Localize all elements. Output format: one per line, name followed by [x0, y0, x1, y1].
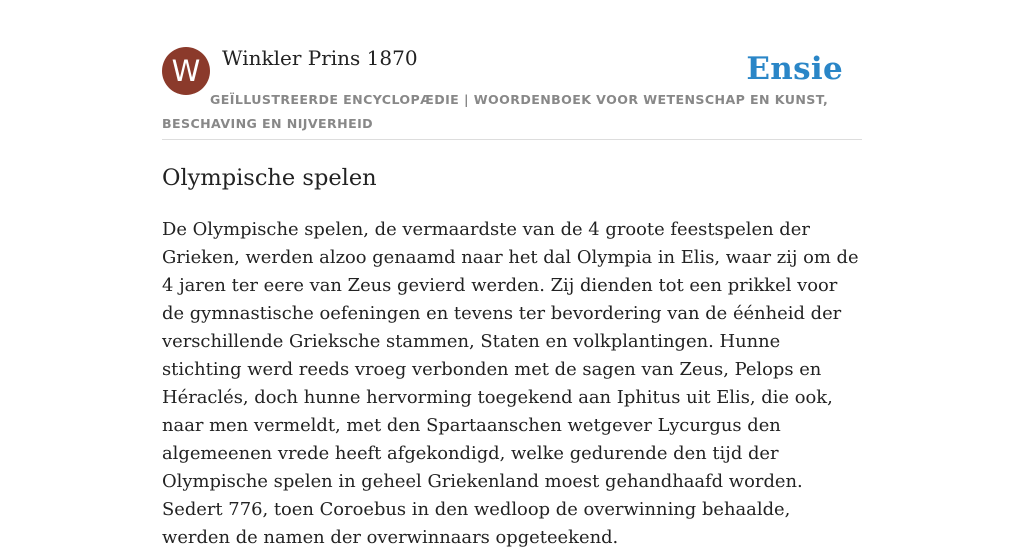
header-divider — [162, 139, 862, 140]
page — [162, 0, 862, 548]
ensie-logo-link[interactable]: Ensie — [746, 51, 843, 87]
source-name[interactable]: Winkler Prins 1870 — [222, 46, 418, 70]
source-subtitle: GEÏLLUSTREERDE ENCYCLOPÆDIE | WOORDENBOEK VOOR WETENSCHAP EN KUNST, BESCHAVING EN NIJVERHEID — [162, 92, 829, 131]
entry-body: De Olympische spelen, de vermaardste van de 4 groote feestspelen der Grieken, werden alzoo genaamd naar het dal Olympia in Elis, waar zij om de 4 jaren ter eere van Zeus gevierd werden. Zij dienden tot een prikkel voor de gymnastische oefeningen en tevens ter bevordering van de éénheid der verschillende Grieksche stammen, Staten en volkplantingen. Hunne stichting werd reeds vroeg verbonden met de sagen van Zeus, Pelops en Héraclés, doch hunne hervorming toegekend aan Iphitus uit Elis, die ook, naar men vermeldt, met den Spartaanschen wetgever Lycurgus den algemeenen vrede heeft afgekondigd, welke gedurende den tijd der Olympische spelen in geheel Griekenland moest gehandhaafd worden. Sedert 776, toen Coroebus in den wedloop de overwinning behaalde, werden de namen der overwinnaars opgeteekend. — [162, 219, 859, 548]
entry-title: Olympische spelen — [162, 165, 377, 191]
source-avatar[interactable]: W — [162, 47, 210, 95]
